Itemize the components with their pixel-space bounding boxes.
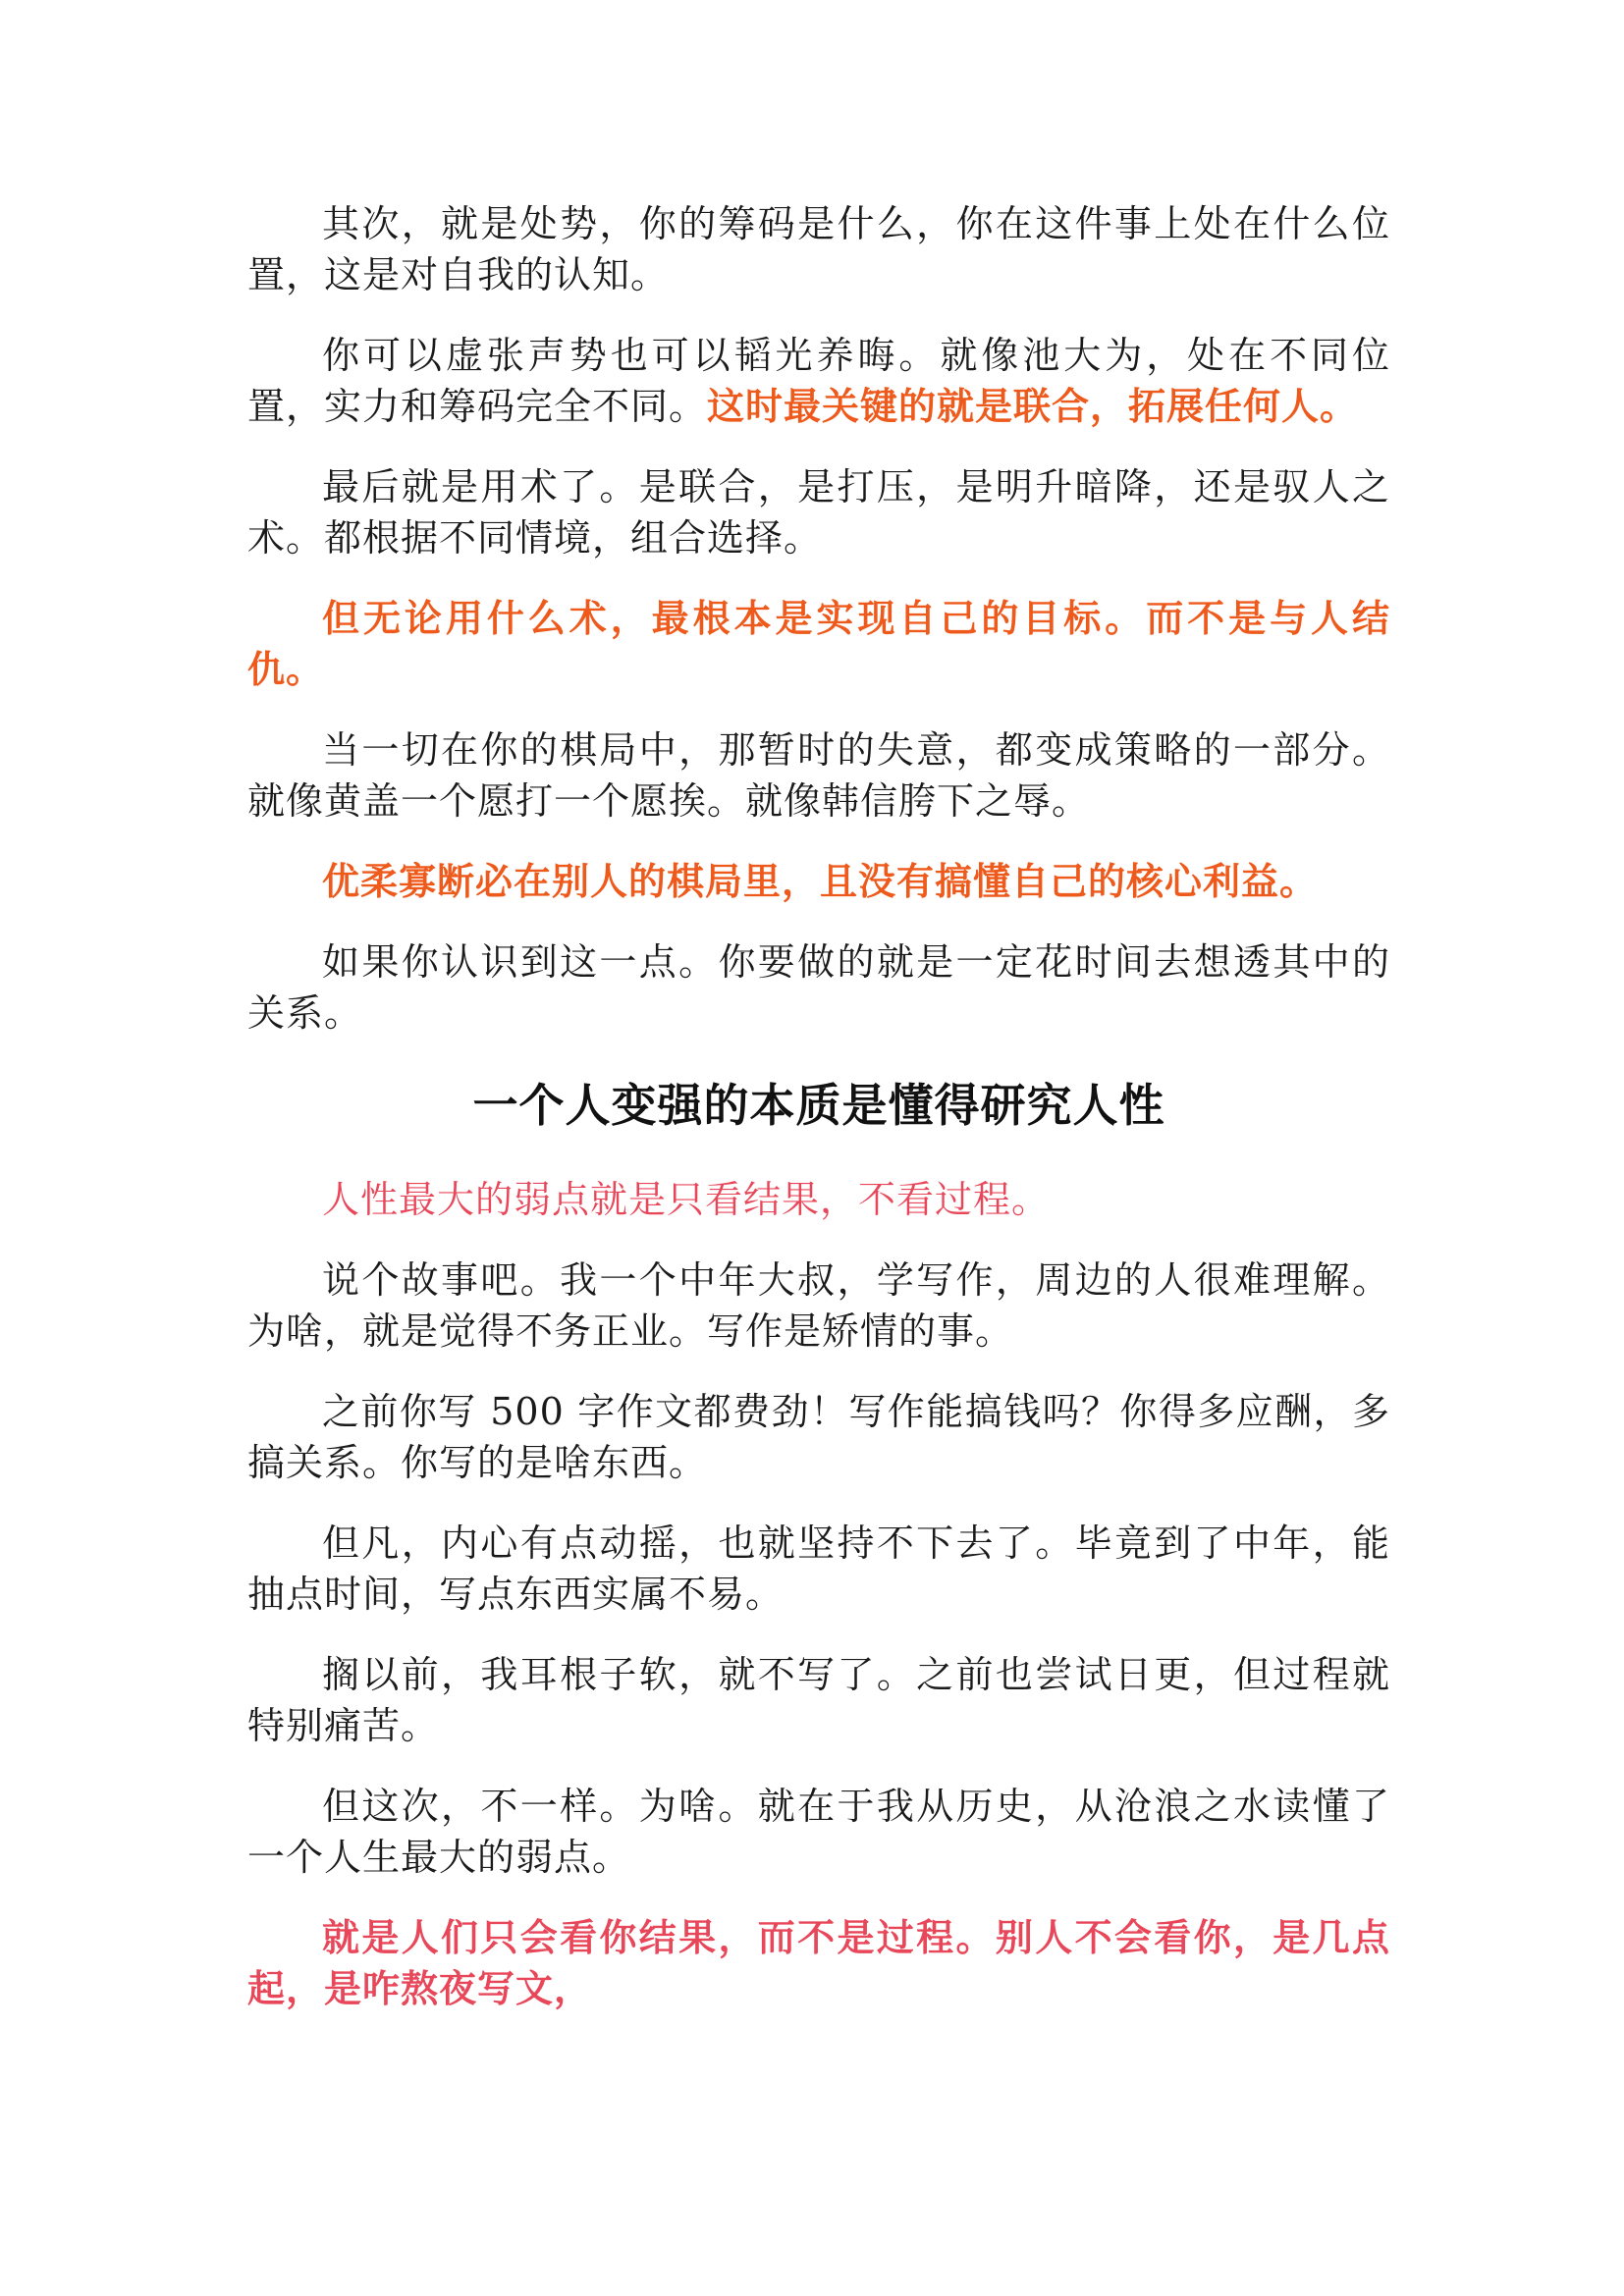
highlight-human-weakness: 人性最大的弱点就是只看结果，不看过程。 <box>322 1178 1051 1221</box>
highlight-alliance: 这时最关键的就是联合，拓展任何人。 <box>707 385 1359 428</box>
paragraph-chess-game: 当一切在你的棋局中，那暂时的失意，都变成策略的一部分。就像黄盖一个愿打一个愿挨。就像韩信胯下之辱。 <box>247 728 1390 823</box>
paragraph-story: 说个故事吧。我一个中年大叔，学写作，周边的人很难理解。为啥，就是觉得不务正业。写作是矫情的事。 <box>247 1258 1390 1353</box>
paragraph-posturing-text: 你可以虚张声势也可以韬光养晦。就像池大为，处在不同位置，实力和筹码完全不同。 <box>247 334 1390 428</box>
paragraph-posturing <box>247 330 1390 432</box>
document-body <box>247 198 1390 2044</box>
paragraph-positioning: 其次，就是处势，你的筹码是什么，你在这件事上处在什么位置，这是对自我的认知。 <box>247 202 1390 296</box>
highlight-indecision: 优柔寡断必在别人的棋局里，且没有搞懂自己的核心利益。 <box>322 860 1319 903</box>
paragraph-persistence: 但凡，内心有点动摇，也就坚持不下去了。毕竟到了中年，能抽点时间，写点东西实属不易。 <box>247 1522 1390 1616</box>
paragraph-past: 搁以前，我耳根子软，就不写了。之前也尝试日更，但过程就特别痛苦。 <box>247 1653 1390 1747</box>
paragraph-essay: 之前你写 500 字作文都费劲！写作能搞钱吗？你得多应酬，多搞关系。你写的是啥东西。 <box>247 1390 1390 1484</box>
section-heading: 一个人变强的本质是懂得研究人性 <box>472 1079 1165 1132</box>
highlight-goal: 但无论用什么术，最根本是实现自己的目标。而不是与人结仇。 <box>247 597 1390 691</box>
highlight-results-only: 就是人们只会看你结果，而不是过程。别人不会看你，是几点起，是咋熬夜写文， <box>247 1916 1390 2010</box>
paragraph-realization: 如果你认识到这一点。你要做的就是一定花时间去想透其中的关系。 <box>247 940 1390 1035</box>
paragraph-tactics: 最后就是用术了。是联合，是打压，是明升暗降，还是驭人之术。都根据不同情境，组合选择。 <box>247 465 1390 560</box>
paragraph-this-time: 但这次，不一样。为啥。就在于我从历史，从沧浪之水读懂了一个人生最大的弱点。 <box>247 1785 1390 1879</box>
